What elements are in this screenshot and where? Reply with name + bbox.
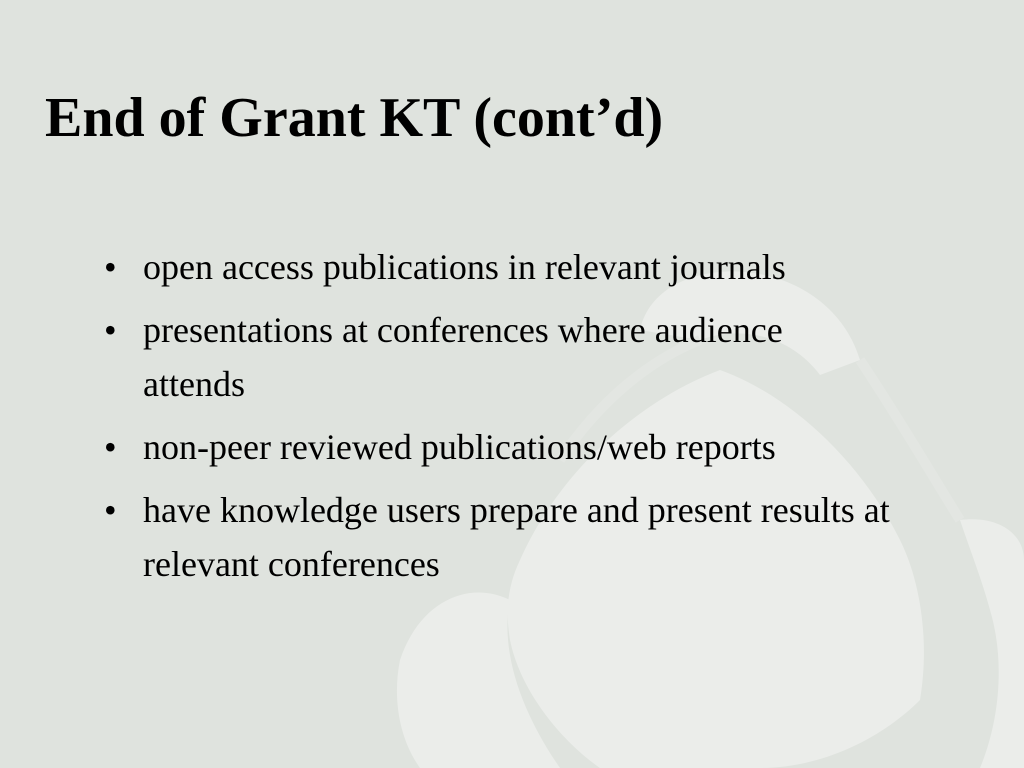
list-item — [100, 483, 960, 591]
list-item — [100, 240, 960, 294]
bullet-icon: • — [104, 427, 117, 467]
bullet-text: non-peer reviewed publications/web reports — [143, 427, 776, 467]
bullet-text: have knowledge users prepare and present results at relevant conferences — [143, 490, 899, 584]
slide-title: End of Grant KT (cont’d) — [45, 87, 664, 149]
bullet-icon: • — [104, 247, 117, 287]
bullet-text: open access publications in relevant journals — [143, 247, 786, 287]
list-item — [100, 303, 960, 411]
bullet-icon: • — [104, 310, 117, 350]
bullet-list — [100, 240, 960, 600]
bullet-icon: • — [104, 490, 117, 530]
bullet-text: presentations at conferences where audience attends — [143, 310, 801, 404]
list-item — [100, 420, 960, 474]
